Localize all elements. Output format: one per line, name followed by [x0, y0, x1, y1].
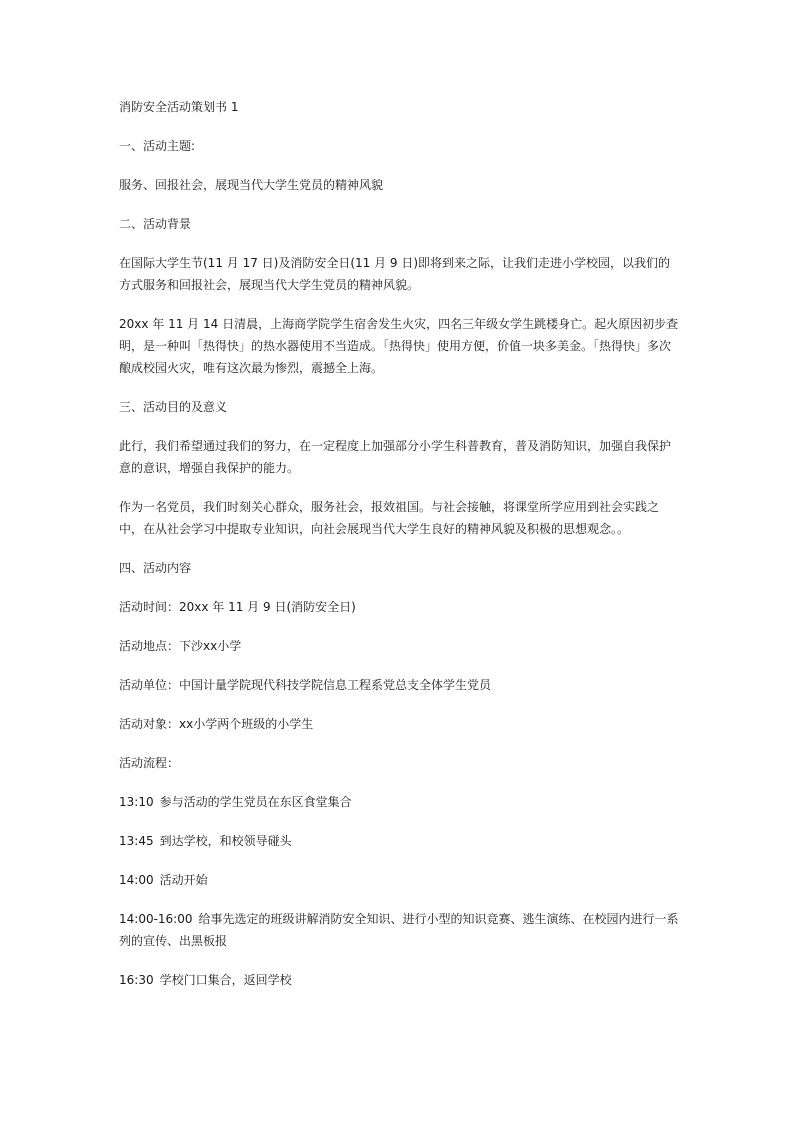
section4-heading: 四、活动内容: [119, 561, 192, 575]
document-page: [119, 96, 679, 1008]
flow-item-text: 学校门口集合，返回学校: [159, 973, 292, 987]
section2-heading: 二、活动背景: [119, 217, 192, 231]
section1-heading: 一、活动主题:: [119, 139, 196, 153]
flow-item: [119, 969, 679, 991]
flow-item-time: 14:00: [119, 873, 154, 887]
section3-paragraph-1: 此行，我们希望通过我们的努力，在一定程度上加强部分小学生科普教育，普及消防知识，加强自我保护意的意识，增强自我保护的能力。: [119, 439, 672, 475]
flow-item-text: 参与活动的学生党员在东区食堂集合: [159, 795, 352, 809]
document-title: 消防安全活动策划书 1: [119, 100, 239, 114]
flow-item-time: 14:00-16:00: [119, 912, 193, 926]
flow-item-time: 13:45: [119, 834, 154, 848]
flow-item: [119, 908, 679, 952]
flow-item-text: 到达学校，和校领导碰头: [159, 834, 292, 848]
activity-time: 活动时间：20xx 年 11 月 9 日(消防安全日): [119, 600, 356, 614]
flow-item-text: 活动开始: [159, 873, 208, 887]
activity-target: 活动对象：xx小学两个班级的小学生: [119, 717, 314, 731]
flow-item-time: 16:30: [119, 973, 154, 987]
flow-item: [119, 830, 679, 852]
activity-place: 活动地点：下沙xx小学: [119, 639, 242, 653]
activity-flow-label: 活动流程：: [119, 756, 180, 770]
flow-item: [119, 869, 679, 891]
section3-paragraph-2: 作为一名党员，我们时刻关心群众，服务社会，报效祖国。与社会接触，将课堂所学应用到社会实践之中，在从社会学习中提取专业知识，向社会展现当代大学生良好的精神风貌及积极的思想观念。。: [119, 500, 660, 536]
activity-unit: 活动单位：中国计量学院现代科技学院信息工程系党总支全体学生党员: [119, 678, 492, 692]
flow-item-time: 13:10: [119, 795, 154, 809]
flow-item-text: 给事先选定的班级讲解消防安全知识、进行小型的知识竞赛、逃生演练、在校园内进行一系列的宣传、出黑板报: [119, 912, 679, 948]
section2-paragraph-1: 在国际大学生节(11 月 17 日)及消防安全日(11 月 9 日)即将到来之际，让我们走进小学校园，以我们的方式服务和回报社会，展现当代大学生党员的精神风貌。: [119, 256, 671, 292]
flow-item: [119, 791, 679, 813]
section1-body: 服务、回报社会，展现当代大学生党员的精神风貌: [119, 178, 384, 192]
section2-paragraph-2: 20xx 年 11 月 14 日清晨，上海商学院学生宿舍发生火灾，四名三年级女学生跳楼身亡。起火原因初步查明，是一种叫「热得快」的热水器使用不当造成。「热得快」使用方便，价值一块多美金。「热得快」多次酿成校园火灾，唯有这次最为惨烈，震撼全上海。: [119, 317, 679, 375]
section3-heading: 三、活动目的及意义: [119, 400, 228, 414]
